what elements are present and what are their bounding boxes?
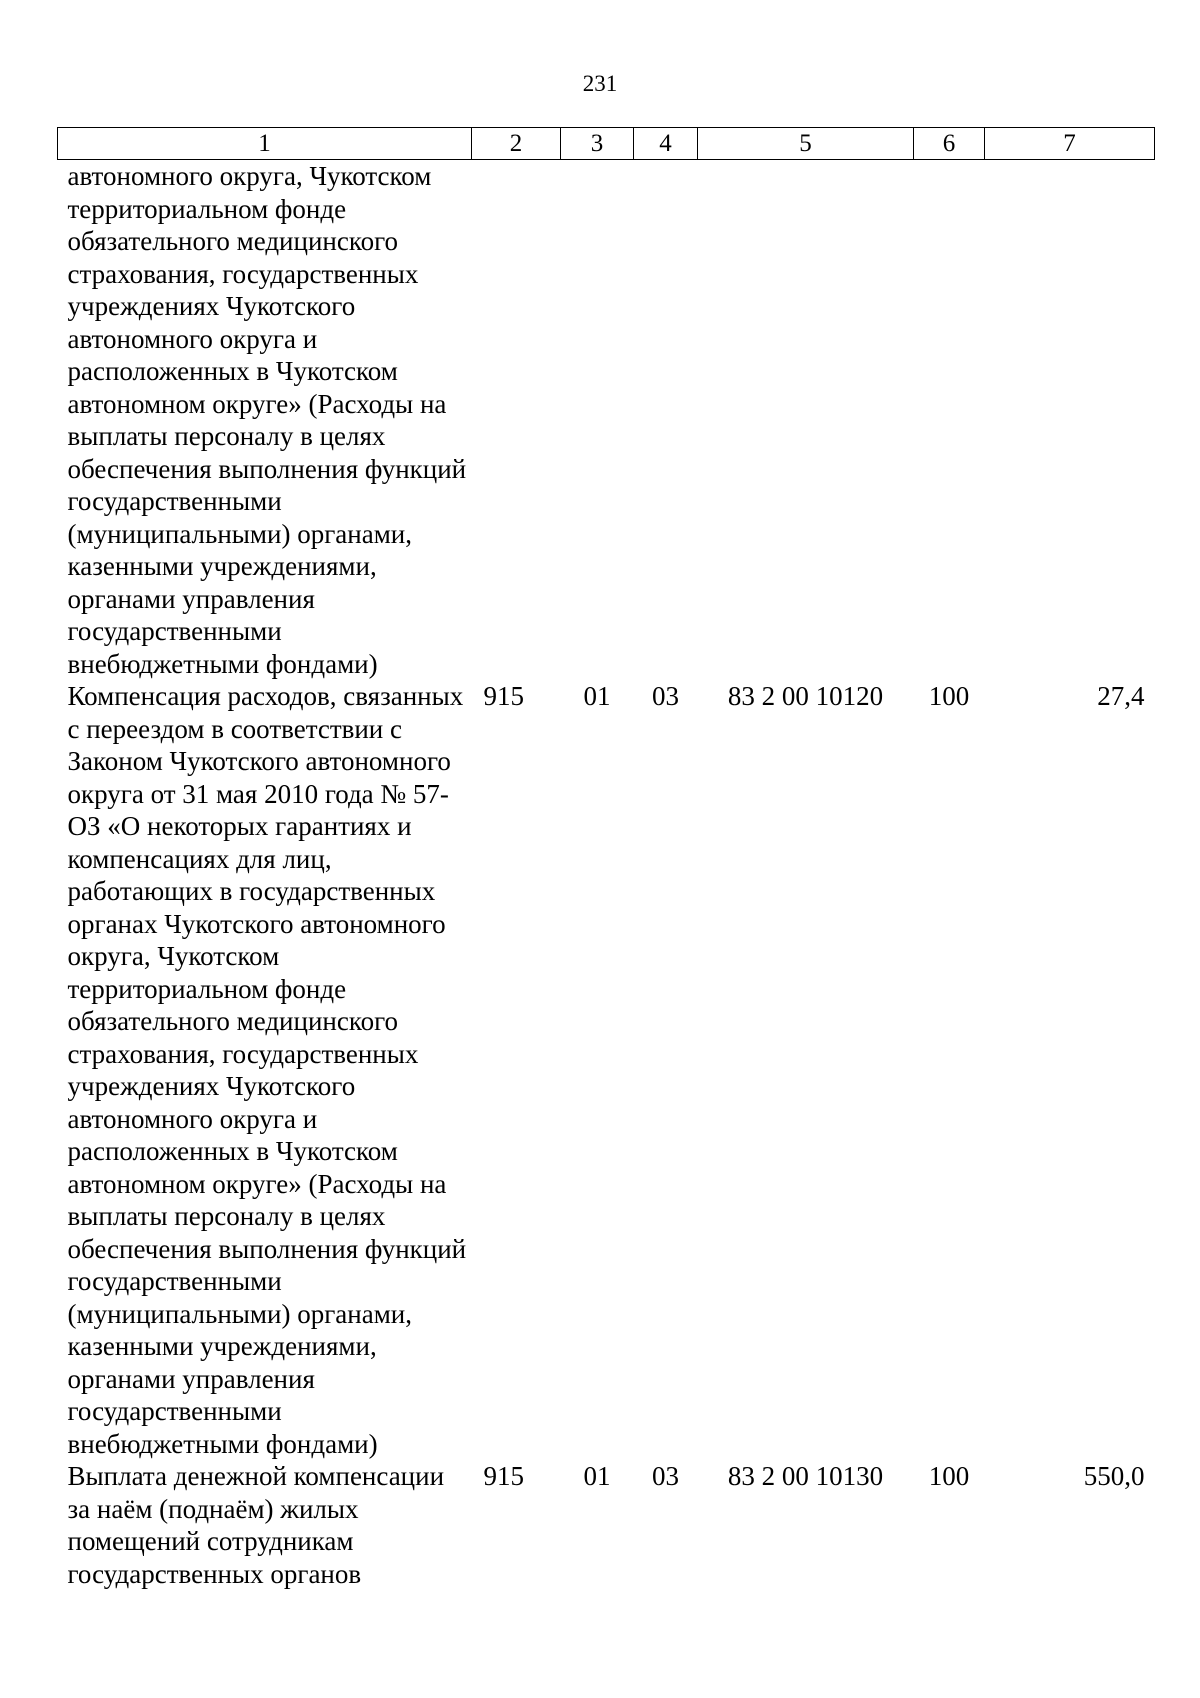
column-header-2: 2 bbox=[472, 128, 561, 160]
cell-column-2: 915 bbox=[483, 1461, 524, 1491]
column-header-7: 7 bbox=[985, 128, 1155, 160]
cell-column-3: 01 bbox=[583, 681, 611, 711]
cell-column-7: 27,4 bbox=[1097, 681, 1145, 711]
column-header-3: 3 bbox=[561, 128, 634, 160]
column-header-5: 5 bbox=[698, 128, 914, 160]
cell-column-4: 03 bbox=[652, 1461, 679, 1491]
cell-column-3 bbox=[561, 160, 634, 681]
cell-column-3: 01 bbox=[583, 1461, 611, 1491]
row-description: Компенсация расходов, связанных с переездом в соответствии с Законом Чукотского автономного округа от 31 мая 2010 года № 57-ОЗ «О некоторых гарантиях и компенсациях для лиц, работающих в государственных органах Чукотского автономного округа, Чукотском территориальном фонде обязательного медицинского страхования, государственных учреждениях Чукотского автономного округа и расположенных в Чукотском автономном округе» (Расходы на выплаты персоналу в целях обеспечения выполнения функций государственными (муниципальными) органами, казенными учреждениями, органами управления государственными внебюджетными фондами) bbox=[67, 681, 467, 1459]
row-description: автономного округа, Чукотском территориальном фонде обязательного медицинского страхования, государственных учреждениях Чукотского автономного округа и расположенных в Чукотском автономном округе» (Расходы на выплаты персоналу в целях обеспечения выполнения функций государственными (муниципальными) органами, казенными учреждениями, органами управления государственными внебюджетными фондами) bbox=[67, 161, 467, 679]
table-header-row bbox=[58, 128, 1155, 160]
page-number: 231 bbox=[582, 71, 618, 96]
cell-column-4 bbox=[634, 160, 698, 681]
cell-column-5 bbox=[698, 160, 914, 681]
cell-column-2: 915 bbox=[483, 681, 524, 711]
table-row bbox=[58, 1460, 1155, 1590]
cell-column-5: 83 2 00 10130 bbox=[727, 1461, 884, 1491]
column-header-6: 6 bbox=[914, 128, 985, 160]
cell-column-7: 550,0 bbox=[1083, 1461, 1145, 1491]
cell-column-7 bbox=[985, 160, 1155, 681]
cell-column-6: 100 bbox=[928, 1461, 970, 1491]
column-header-1: 1 bbox=[58, 128, 472, 160]
budget-table bbox=[57, 127, 1155, 1590]
table-row bbox=[58, 160, 1155, 681]
cell-column-2 bbox=[472, 160, 561, 681]
cell-column-6: 100 bbox=[928, 681, 970, 711]
cell-column-5: 83 2 00 10120 bbox=[727, 681, 884, 711]
table-row bbox=[58, 680, 1155, 1460]
cell-column-4: 03 bbox=[652, 681, 679, 711]
column-header-4: 4 bbox=[634, 128, 698, 160]
cell-column-6 bbox=[914, 160, 985, 681]
row-description: Выплата денежной компенсации за наём (поднаём) жилых помещений сотрудникам государственных органов bbox=[67, 1461, 445, 1589]
